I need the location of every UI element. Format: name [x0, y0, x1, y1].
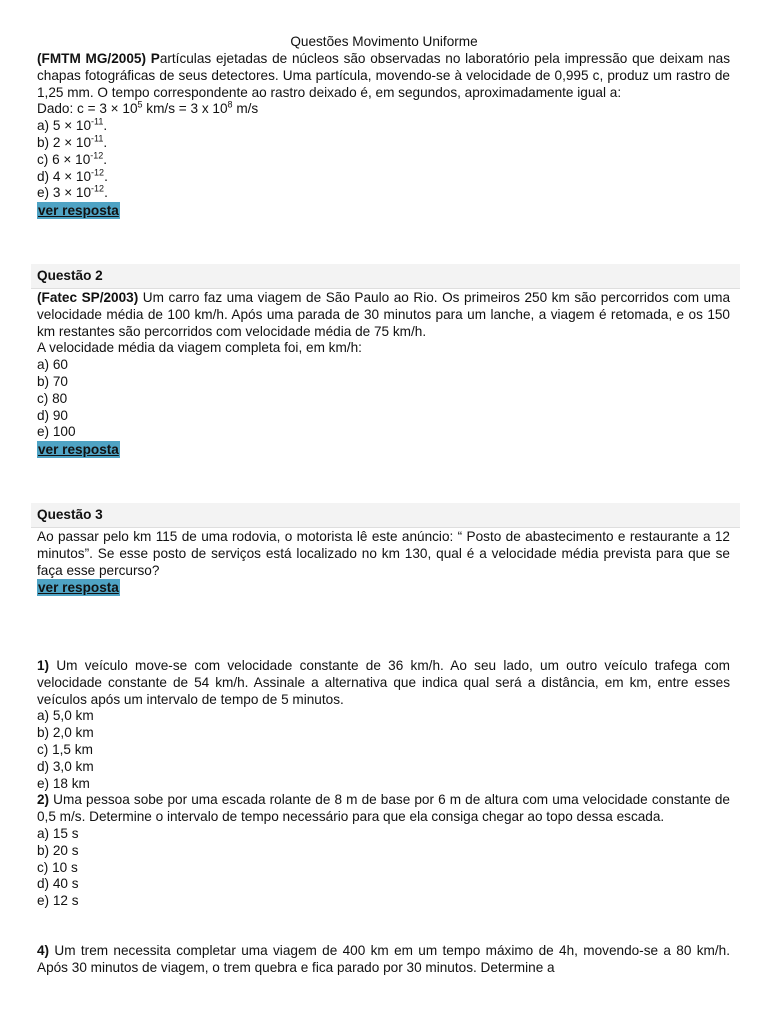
question-3-text: Ao passar pelo km 115 de uma rodovia, o motorista lê este anúncio: “ Posto de abastecimento e restaurante a 12 minutos”. Se esse posto de serviços está localizado no km 130, qual é a velocidade média prevista para que se faça esse percurso? — [37, 529, 730, 578]
option-a: a) 15 s — [37, 825, 79, 841]
problem-2-text — [37, 792, 730, 826]
problem-1-body: Um veículo move-se com velocidade constante de 36 km/h. Ao seu lado, um outro veículo trafega com velocidade constante de 54 km/h. Assinale a alternativa que indica qual será a distância, em km, entre esses veículos após um intervalo de tempo de 5 minutos. — [37, 658, 730, 707]
question-2-title: Questão 2 — [37, 268, 103, 283]
option-c: c) $6 \times 10^{-12}$. — [37, 150, 108, 167]
option-e: e) 100 — [37, 424, 76, 440]
option-e: e) 18 km — [37, 775, 90, 791]
option-a: a) $5 \times 10^{-11}$. — [37, 116, 108, 134]
option-a: a) 60 — [37, 357, 68, 373]
option-d: d) 3,0 km — [37, 758, 94, 774]
problem-2-body: Uma pessoa sobe por uma escada rolante de 8 m de base por 6 m de altura com uma velocidade constante de 0,5 m/s. Determine o intervalo de tempo necessário para que ela consiga chegar ao topo dessa escada. — [37, 792, 730, 825]
option-d: d) 90 — [37, 407, 68, 423]
problem-4-number: 4) — [37, 943, 50, 958]
problem-4-body: Um trem necessita completar uma viagem de 400 km em um tempo máximo de 4h, movendo-se a 80 km/h. Após 30 minutos de viagem, o trem quebra e fica parado por 30 minutos. Determine a — [37, 943, 730, 975]
option-e: e) $3 \times 10^{-12}$. — [37, 183, 108, 201]
question-1 — [37, 51, 730, 220]
option-c: c) 1,5 km — [37, 741, 93, 757]
problem-4 — [37, 943, 730, 977]
problem-2-number: 2) — [37, 792, 50, 808]
question-3 — [37, 529, 730, 597]
option-d: d) $4 \times 10^{-12}$. — [37, 167, 108, 184]
question-1-body: artículas ejetadas de núcleos são observadas no laboratório pela impressão que deixam nas chapas fotográficas de seus detectores. Uma partícula, movendo-se à velocidade de 0,995 c, produz um rastro de 1,25 mm. O tempo correspondente ao rastro deixado é, em segundos, aproximadamente igual a: — [37, 51, 730, 100]
question-3-header — [31, 503, 740, 528]
ver-resposta-link[interactable]: ver resposta — [38, 580, 119, 596]
question-2-text — [37, 290, 730, 340]
option-b: b) $2 \times 10^{-11}$. — [37, 133, 108, 150]
problem-4-text — [37, 943, 730, 977]
problem-1-text — [37, 658, 730, 708]
question-2-body: Um carro faz uma viagem de São Paulo ao Rio. Os primeiros 250 km são percorridos com uma velocidade média de 100 km/h. Após uma parada de 30 minutos para um lanche, a viagem é retomada, e os 150 km restantes são percorridos com velocidade média de 75 km/h. — [37, 290, 730, 339]
ver-resposta-link[interactable]: ver resposta — [38, 442, 119, 458]
problem-1-number: 1) — [37, 658, 50, 673]
option-e: e) 12 s — [37, 893, 79, 909]
question-1-text — [37, 51, 730, 101]
option-b: b) 70 — [37, 373, 68, 389]
option-a: a) 5,0 km — [37, 708, 94, 724]
question-2 — [37, 290, 730, 459]
problem-1 — [37, 658, 730, 910]
question-2-header — [31, 264, 740, 289]
question-2-source: (Fatec SP/2003) — [37, 290, 139, 305]
question-3-title: Questão 3 — [37, 507, 103, 522]
question-1-dado: Dado: $c = 3 \times 10^5$ km/s = 3 x $10^8$ m/s — [37, 99, 259, 117]
option-b: b) 20 s — [37, 842, 79, 858]
option-c: c) 10 s — [37, 859, 78, 875]
question-1-source: (FMTM MG/2005) P — [37, 51, 160, 66]
ver-resposta-link[interactable]: ver resposta — [38, 203, 119, 219]
option-b: b) 2,0 km — [37, 725, 94, 741]
option-d: d) 40 s — [37, 876, 79, 892]
option-c: c) 80 — [37, 390, 68, 406]
page-title: Questões Movimento Uniforme — [290, 34, 478, 49]
question-2-prompt: A velocidade média da viagem completa foi, em km/h: — [37, 340, 362, 356]
